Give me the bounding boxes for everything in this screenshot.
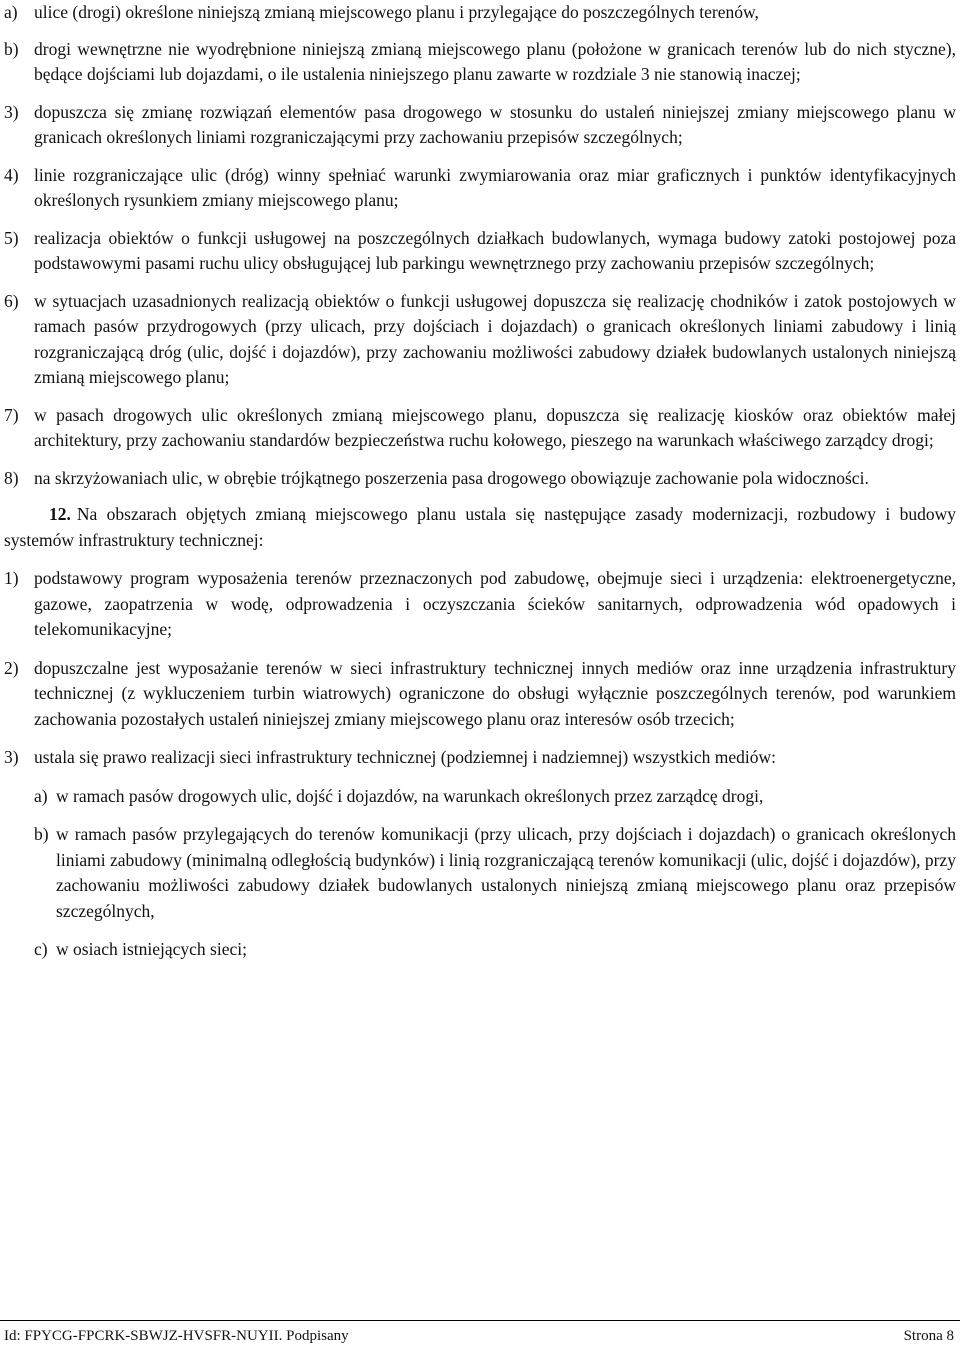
list-item-label: 3)	[4, 101, 19, 122]
list-item-text: realizacja obiektów o funkcji usługowej na poszczególnych działkach budowlanych, wymaga budowy zatoki postojowej poza podstawowymi pasami ruchu ulicy obsługującej lub parkingu wewnętrznego przy zachowaniu przepisów szczególnych;	[34, 227, 956, 273]
document-page	[4, 0, 956, 963]
list-item-text: podstawowy program wyposażenia terenów przeznaczonych pod zabudowę, obejmuje sieci i urządzenia: elektroenergetyczne, gazowe, zaopatrzenia w wodę, odprowadzenia i oczyszczania ścieków sanitarnych, odprowadzenia wód opadowych i telekomunikacyjne;	[34, 568, 956, 639]
section-12-intro	[4, 502, 956, 553]
list-item-label: 5)	[4, 227, 19, 248]
list-item-a	[4, 0, 956, 26]
section-intro-text: Na obszarach objętych zmianą miejscowego planu ustala się następujące zasady modernizacji, rozbudowy i budowy systemów infrastruktury technicznej:	[4, 504, 956, 550]
infra-sub-item-b	[4, 822, 956, 924]
list-item-4	[4, 163, 956, 214]
list-item-label: a)	[4, 2, 18, 22]
list-item-text: w pasach drogowych ulic określonych zmianą miejscowego planu, dopuszcza się realizację kiosków oraz obiektów małej architektury, przy zachowaniu standardów bezpieczeństwa ruchu kołowego, pieszego na warunkach właściwego zarządcy drogi;	[34, 404, 956, 450]
list-item-label: 4)	[4, 164, 19, 185]
document-id: Id: FPYCG-FPCRK-SBWJZ-HVSFR-NUYII. Podpisany	[4, 1328, 349, 1344]
list-item-label: 2)	[4, 657, 19, 678]
list-item-8	[4, 466, 956, 492]
sub-item-text: w ramach pasów przylegających do terenów komunikacji (przy ulicach, przy dojściach i dojazdach) o granicach określonych liniami zabudowy (minimalną odległością budynków) i linią rozgraniczającą terenów komunikacji (ulic, dojść i dojazdów), przy zachowaniu możliwości zabudowy działek budowlanych ustalonych niniejszą zmianą miejscowego planu oraz przepisów szczególnych,	[56, 824, 956, 921]
infra-sub-item-c	[4, 937, 956, 963]
sub-item-label: a)	[34, 785, 48, 806]
sub-item-text: w osiach istniejących sieci;	[56, 939, 247, 959]
sub-item-label: b)	[34, 824, 49, 844]
list-item-text: ulice (drogi) określone niniejszą zmianą miejscowego planu i przylegające do poszczególnych terenów,	[34, 2, 759, 22]
infra-item-1	[4, 566, 956, 643]
list-item-text: dopuszczalne jest wyposażanie terenów w sieci infrastruktury technicznej innych mediów oraz inne urządzenia infrastruktury technicznej (z wykluczeniem turbin wiatrowych) ograniczone do obsługi wyłącznie poszczególnych terenów, pod warunkiem zachowania pozostałych ustaleń niniejszej zmiany miejscowego planu oraz interesów osób trzecich;	[34, 657, 956, 729]
list-item-7	[4, 403, 956, 454]
infra-item-2	[4, 656, 956, 733]
list-item-text: dopuszcza się zmianę rozwiązań elementów pasa drogowego w stosunku do ustaleń niniejszej zmiany miejscowego planu w granicach określonych liniami rozgraniczającymi przy zachowaniu przepisów szczególnych;	[34, 101, 956, 147]
sub-item-label: c)	[34, 939, 48, 959]
list-item-b	[4, 37, 956, 88]
list-item-label: b)	[4, 38, 19, 59]
infra-sub-item-a	[4, 784, 956, 810]
list-item-label: 3)	[4, 747, 19, 767]
list-item-label: 7)	[4, 404, 19, 425]
list-item-text: na skrzyżowaniach ulic, w obrębie trójkątnego poszerzenia pasa drogowego obowiązuje zachowanie pola widoczności.	[34, 467, 869, 488]
list-item-3	[4, 100, 956, 151]
list-item-label: 8)	[4, 467, 19, 488]
list-item-text: linie rozgraniczające ulic (dróg) winny spełniać warunki zwymiarowania oraz miar graficznych i punktów identyfikacyjnych określonych rysunkiem zmiany miejscowego planu;	[34, 164, 956, 210]
list-item-text: w sytuacjach uzasadnionych realizacją obiektów o funkcji usługowej dopuszcza się realizację chodników i zatok postojowych w ramach pasów przydrogowych (przy ulicach, przy dojściach i dojazdach) o granicach określonych liniami zabudowy i linią rozgraniczającą dróg (ulic, dojść i dojazdów), przy zachowaniu możliwości zabudowy działek budowlanych ustalonych niniejszą zmianą miejscowego planu;	[34, 290, 956, 387]
infra-item-3	[4, 745, 956, 771]
list-item-5	[4, 226, 956, 277]
list-item-text: ustala się prawo realizacji sieci infrastruktury technicznej (podziemnej i nadziemnej) wszystkich mediów:	[34, 747, 777, 767]
page-number: Strona 8	[903, 1328, 954, 1344]
section-number: 12.	[49, 504, 71, 524]
list-item-text: drogi wewnętrzne nie wyodrębnione niniejszą zmianą miejscowego planu (położone w granicach terenów lub do nich styczne), będące dojściami lub dojazdami, o ile ustalenia niniejszego planu zawarte w rozdziale 3 nie stanowią inaczej;	[34, 38, 956, 84]
footer-divider	[0, 1320, 960, 1321]
list-item-6	[4, 289, 956, 391]
list-item-label: 6)	[4, 290, 19, 311]
sub-item-text: w ramach pasów drogowych ulic, dojść i dojazdów, na warunkach określonych przez zarządcę drogi,	[56, 785, 764, 806]
list-item-label: 1)	[4, 568, 19, 588]
